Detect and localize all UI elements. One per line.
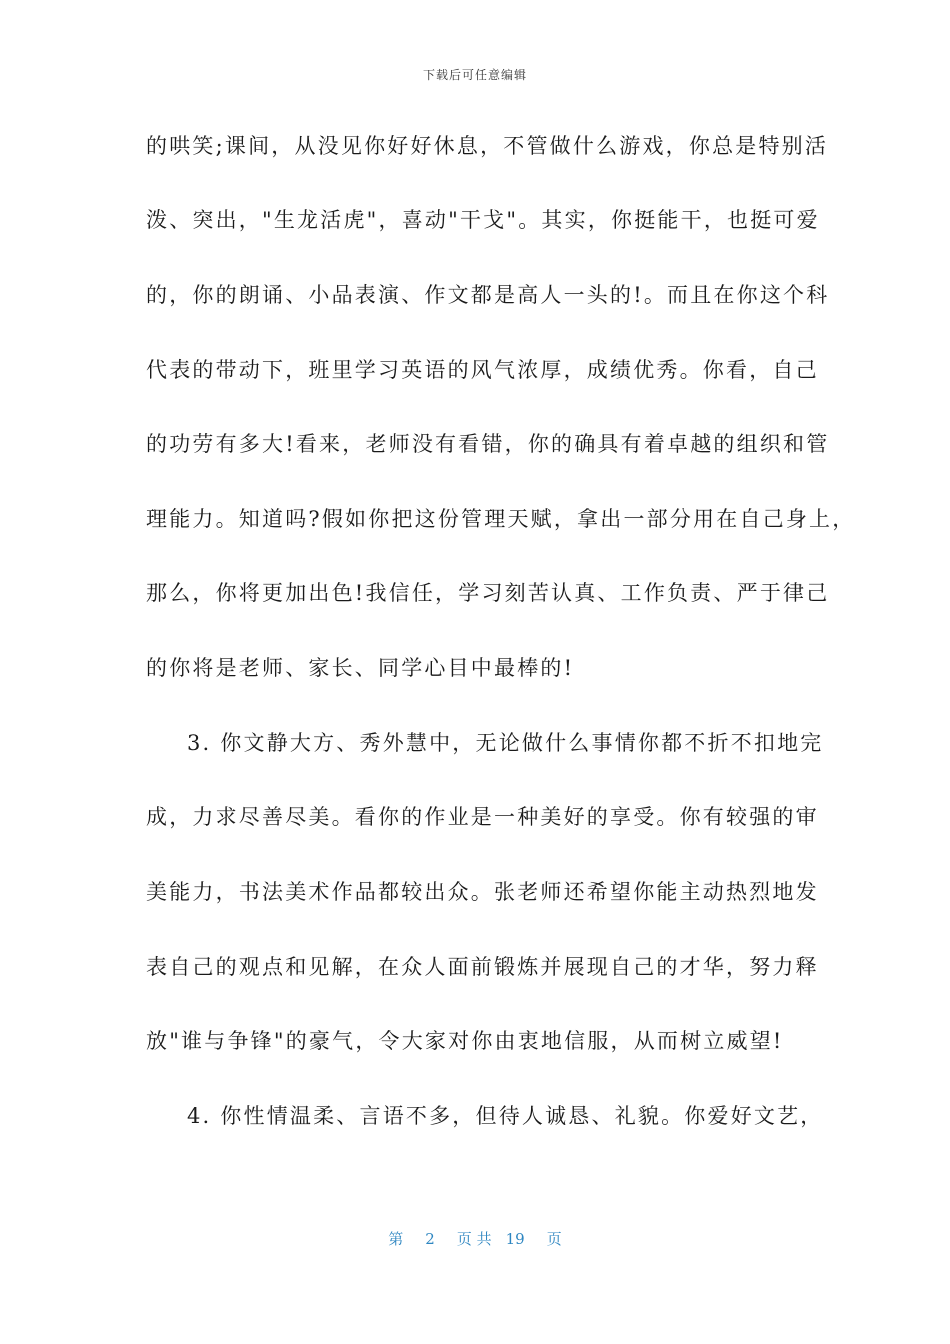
page-header: 下载后可任意编辑 [422, 68, 527, 82]
body-line: 代表的带动下，班里学习英语的风气浓厚，成绩优秀。你看，自己 [146, 358, 819, 382]
body-line: 成，力求尽善尽美。看你的作业是一种美好的享受。你有较强的审 [146, 805, 819, 829]
footer-suffix: 页 [546, 1230, 562, 1248]
body-line: 放"谁与争锋"的豪气，令大家对你由衷地信服，从而树立威望! [146, 1029, 784, 1053]
body-line: 的你将是老师、家长、同学心目中最棒的! [146, 656, 575, 680]
body-line: 那么，你将更加出色!我信任，学习刻苦认真、工作负责、严于律己 [146, 581, 830, 605]
body-line: 理能力。知道吗?假如你把这份管理天赋，拿出一部分用在自己身上， [146, 507, 856, 531]
body-line: 的，你的朗诵、小品表演、作文都是高人一头的!。而且在你这个科 [146, 283, 830, 307]
paragraph-3-first-line: 3. 你文静大方、秀外慧中，无论做什么事情你都不折不扣地完 [187, 731, 824, 755]
body-line: 的功劳有多大!看来，老师没有看错，你的确具有着卓越的组织和管 [146, 432, 830, 456]
body-line: 泼、突出，"生龙活虎"，喜动"干戈"。其实，你挺能干，也挺可爱 [146, 208, 820, 232]
page-footer [0, 1228, 950, 1249]
paragraph-4-first-line: 4. 你性情温柔、言语不多，但待人诚恳、礼貌。你爱好文艺， [187, 1104, 824, 1128]
body-line: 美能力，书法美术作品都较出众。张老师还希望你能主动热烈地发 [146, 880, 819, 904]
body-line: 表自己的观点和见解，在众人面前锻炼并展现自己的才华，努力释 [146, 955, 819, 979]
footer-middle: 页 共 [456, 1230, 492, 1248]
footer-prefix: 第 [388, 1230, 404, 1248]
current-page-number: 2 [425, 1230, 435, 1248]
body-line: 的哄笑;课间，从没见你好好休息，不管做什么游戏，你总是特别活 [146, 134, 829, 158]
total-page-count: 19 [505, 1230, 525, 1248]
